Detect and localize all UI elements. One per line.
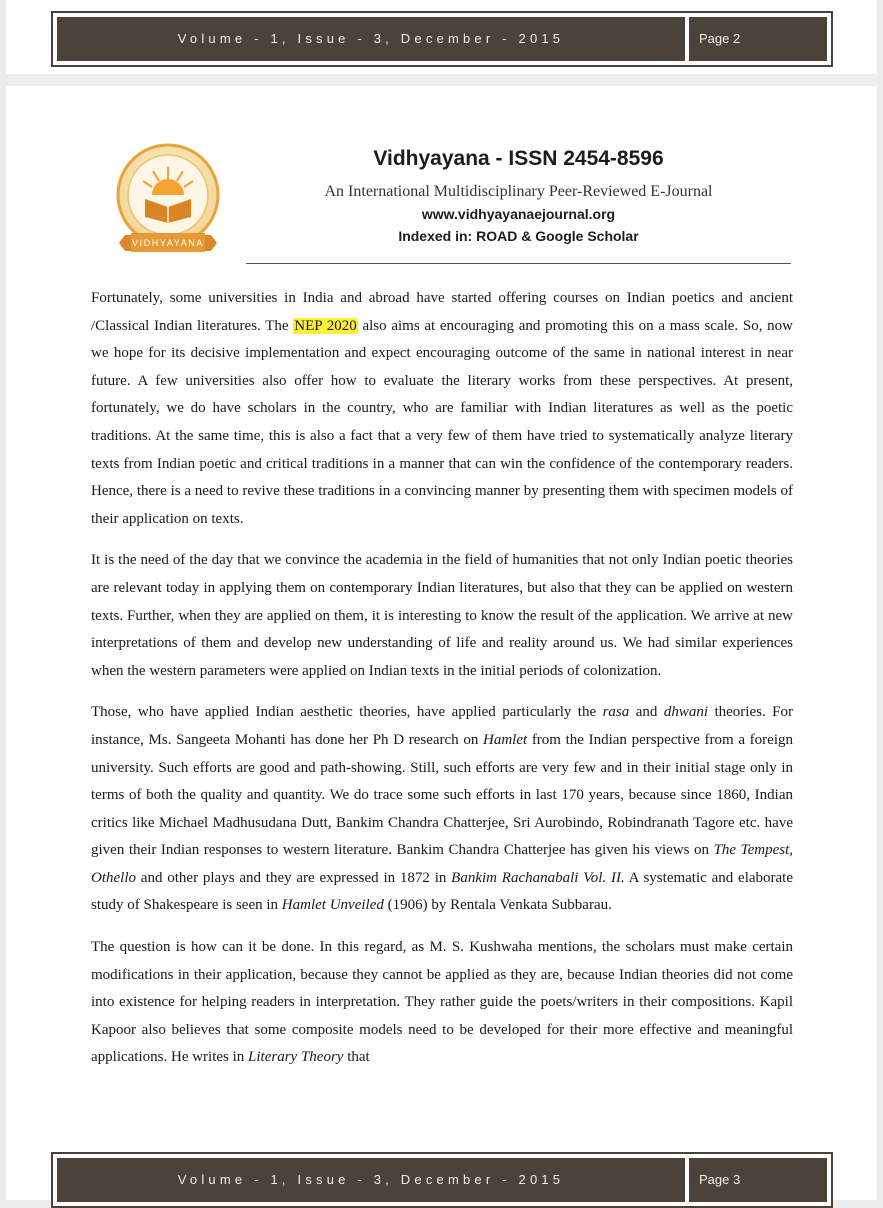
- journal-indexed: Indexed in: ROAD & Google Scholar: [398, 228, 639, 244]
- paragraph-1: [91, 285, 793, 533]
- footer-page-number: Page 2: [689, 17, 827, 61]
- paragraph-text: from the Indian perspective from a foreign university. Such efforts are good and path-showing. Still, such efforts are very few and in their initial stage only in terms of both the quality and quantity. We do trace some such efforts in last 170 years, because since 1860, Indian critics like Michael Madhusudana Dutt, Bankim Chandra Chatterjee, Sri Aurobindo, Robindranath Tagore etc. have given their Indian responses to western literature. Bankim Chandra Chatterjee has given his views on: [91, 731, 794, 859]
- italic-title: Hamlet Unveiled: [281, 897, 384, 914]
- paragraph-text: that: [343, 1049, 370, 1066]
- italic-term: rasa: [602, 704, 630, 721]
- vidhyayana-logo: [105, 137, 235, 262]
- paragraph-text: and other plays and they are expressed in 1872 in: [136, 869, 452, 886]
- footer-page-number: Page 3: [689, 1158, 827, 1202]
- italic-title: Bankim Rachanabali Vol. II.: [451, 869, 625, 886]
- paragraph-2: It is the need of the day that we convince the academia in the field of humanities that not only Indian poetic theories are relevant today in applying them on contemporary Indian literatures, but also that they can be applied on western texts. Further, when they are applied on them, it is interesting to know the result of the application. We arrive at new interpretations of them and develop new understanding of life and reality around us. We had similar experiences when the western parameters were applied on Indian texts in the initial periods of colonization.: [91, 552, 793, 679]
- italic-term: dhwani: [663, 704, 709, 721]
- paragraph-text: also aims at encouraging and promoting this on a mass scale. So, now we hope for its decisive implementation and expect encouraging outcome of the same in national interest in near future. A few universities also offer how to evaluate the literary works from these perspectives. At present, fortunately, we do have scholars in the country, who are familiar with Indian literatures as well as the poetic traditions. At the same time, this is also a fact that a very few of them have tried to systematically analyze literary texts from Indian poetic and critical traditions in a manner that can win the confidence of the contemporary readers. Hence, there is a need to revive these traditions in a convincing manner by presenting them with specimen models of their application on texts.: [91, 317, 794, 527]
- paragraph-text: theories. For instance, Ms. Sangeeta Mohanti has done her Ph D research on: [91, 704, 793, 748]
- article-body: [91, 285, 793, 1086]
- paragraph-text: and: [629, 704, 664, 721]
- top-page-footer: [51, 11, 833, 67]
- paragraph-4: [91, 934, 793, 1072]
- italic-title: The Tempest, Othello: [91, 842, 794, 886]
- header-divider: [246, 263, 791, 264]
- footer-volume-text: Volume - 1, Issue - 3, December - 2015: [57, 17, 685, 61]
- nep-highlight: NEP 2020: [294, 317, 357, 334]
- logo-text: VIDHYAYANA: [131, 238, 205, 248]
- journal-title: Vidhyayana - ISSN 2454-8596: [373, 147, 664, 170]
- paragraph-text: (1906) by Rentala Venkata Subbarau.: [383, 897, 612, 914]
- footer-volume-text: Volume - 1, Issue - 3, December - 2015: [57, 1158, 685, 1202]
- paragraph-text: Fortunately, some universities in India and abroad have started offering courses on Indian poetics and ancient /Classical Indian literatures. The: [91, 290, 793, 334]
- paragraph-text: A systematic and elaborate study of Shakespeare is seen in: [91, 869, 793, 914]
- paragraph-text: The question is how can it be done. In this regard, as M. S. Kushwaha mentions, the scholars must make certain modifications in their application, because they cannot be applied as they are, because Indian theories did not come into existence for helping readers in interpretation. They rather guide the poets/writers in their compositions. Kapil Kapoor also believes that some composite models need to be developed for their more effective and meaningful applications. He writes in: [91, 939, 793, 1066]
- journal-website[interactable]: www.vidhyayanaejournal.org: [421, 206, 616, 222]
- journal-subtitle: An International Multidisciplinary Peer-Reviewed E-Journal: [324, 183, 713, 200]
- paragraph-text: Those, who have applied Indian aesthetic theories, have applied particularly the: [91, 704, 603, 721]
- italic-title: Hamlet: [482, 731, 528, 748]
- italic-title: Literary Theory: [248, 1049, 344, 1066]
- paragraph-3: [91, 699, 793, 920]
